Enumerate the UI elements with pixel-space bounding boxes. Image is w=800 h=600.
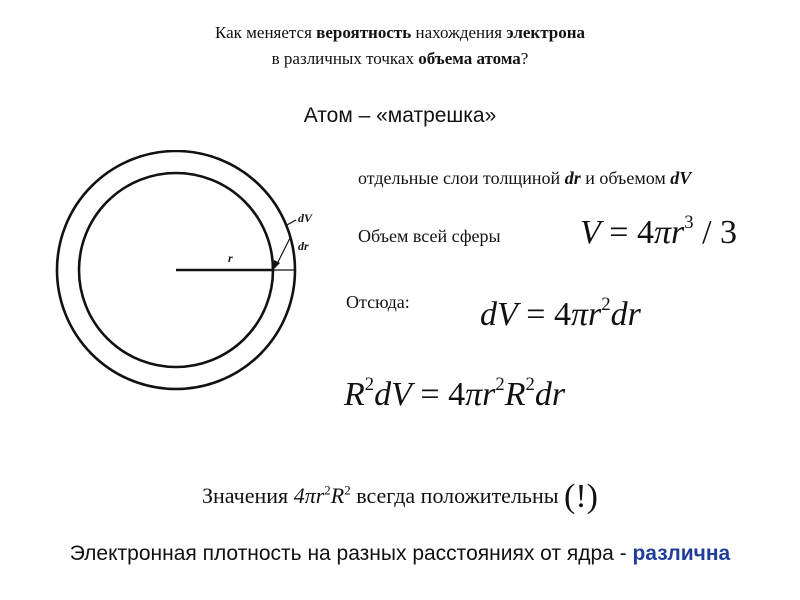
formula-r: r	[671, 213, 685, 251]
exclamation-mark: (!)	[564, 478, 598, 515]
dr-arrow	[276, 238, 290, 266]
label-r: r	[228, 251, 233, 265]
formula-R: R	[344, 375, 365, 413]
formula-dr: dr	[534, 375, 566, 413]
formula-dV: dV	[374, 375, 412, 413]
title-text: в различных точках	[271, 49, 419, 68]
conclusion-highlight: различна	[632, 542, 731, 565]
layers-description	[358, 168, 691, 189]
formula-dV: dV	[480, 295, 518, 333]
formula-r: r	[588, 295, 602, 333]
exponent-3: 3	[684, 212, 694, 233]
title-bold-electron: электрона	[506, 23, 586, 42]
title-text: Как меняется	[214, 23, 317, 42]
sphere-volume-formula	[580, 212, 737, 252]
formula-eq: = 4	[517, 295, 571, 333]
formula-r: r	[482, 375, 496, 413]
exponent-2: 2	[344, 482, 351, 498]
layers-text: отдельные слои толщиной	[358, 168, 565, 188]
title-bold-volume: объема атома	[418, 49, 521, 68]
formula-eq: = 4	[600, 213, 654, 251]
label-dr: dr	[298, 239, 309, 253]
title-text: нахождения	[411, 23, 507, 42]
values-statement	[0, 478, 800, 516]
exponent-2: 2	[525, 374, 535, 395]
page-title	[0, 22, 800, 44]
pi-symbol: π	[465, 375, 483, 413]
title-text: ?	[520, 49, 529, 68]
dV-formula	[480, 294, 641, 334]
values-expr: 4πr	[293, 483, 325, 508]
layers-dr: dr	[564, 168, 581, 188]
pi-symbol: π	[570, 295, 589, 333]
radial-density-formula	[344, 374, 565, 414]
values-text: всегда положительны	[350, 483, 565, 508]
layers-dV: dV	[670, 168, 692, 188]
exponent-2: 2	[364, 374, 375, 395]
hence-label: Отсюда:	[346, 292, 410, 312]
formula-eq: = 4	[411, 375, 466, 413]
conclusion	[0, 542, 800, 566]
page-title-line2	[0, 48, 800, 70]
layers-text: и объемом	[580, 168, 671, 188]
formula-V: V	[580, 213, 601, 251]
sphere-volume-label: Объем всей сферы	[358, 226, 501, 246]
formula-dr: dr	[610, 295, 641, 333]
title-bold-probability: вероятность	[316, 23, 412, 42]
values-expr-R: R	[330, 483, 345, 508]
exponent-2: 2	[601, 294, 611, 315]
values-text: Значения	[202, 483, 294, 508]
formula-R: R	[504, 375, 526, 413]
conclusion-text: Электронная плотность на разных расстояниях от ядра -	[69, 542, 633, 565]
dr-arrowhead	[274, 260, 280, 269]
label-dV: dV	[298, 211, 313, 225]
pi-symbol: π	[653, 213, 672, 251]
formula-divide: / 3	[693, 213, 738, 251]
exponent-2: 2	[324, 482, 331, 498]
atom-shell-diagram	[50, 150, 330, 400]
exponent-2: 2	[495, 374, 505, 395]
subtitle: Атом – «матрешка»	[303, 104, 497, 127]
